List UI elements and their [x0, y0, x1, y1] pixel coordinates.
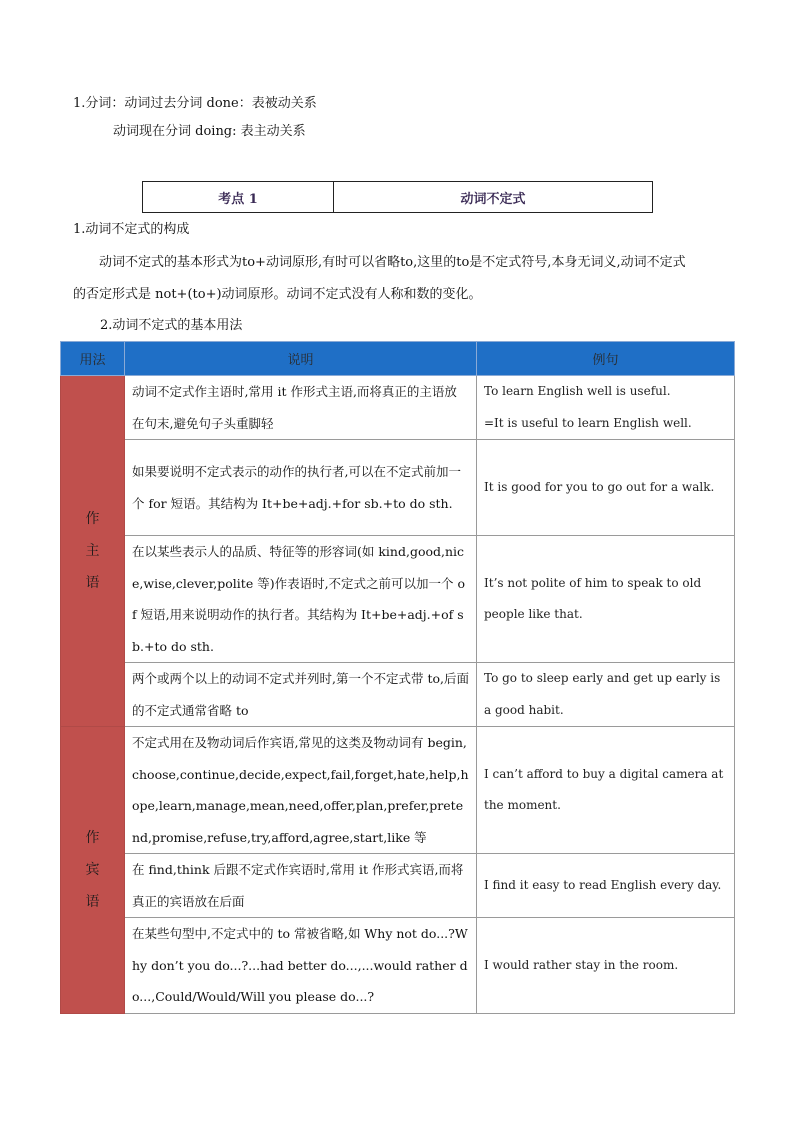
header-usage: 用法 — [61, 342, 125, 376]
table-row — [61, 440, 735, 536]
kaodian-label: 考点 1 — [143, 182, 334, 213]
category-char: 主 — [85, 543, 100, 559]
row-description: 两个或两个以上的动词不定式并列时,第一个不定式带 to,后面的不定式通常省略 to — [125, 663, 477, 727]
section1-paragraph — [73, 247, 733, 311]
row-description: 在某些句型中,不定式中的 to 常被省略,如 Why not do...?Why don’t you do...?...had better do...,...would rather do...,Could/Would/Will you please do...? — [125, 918, 477, 1014]
row-example: To go to sleep early and get up early is a good habit. — [477, 663, 735, 727]
category-object — [61, 727, 125, 1014]
row-example — [477, 376, 735, 440]
table-row — [61, 536, 735, 663]
intro-line-1: 1.分词：动词过去分词 done：表被动关系 — [73, 96, 317, 111]
category-char: 作 — [85, 511, 100, 527]
table-header-row — [61, 342, 735, 376]
table-row — [61, 663, 735, 727]
table-row — [61, 854, 735, 918]
header-explanation: 说明 — [125, 342, 477, 376]
kaodian-box — [142, 181, 653, 213]
usage-table — [60, 341, 735, 1014]
section2-heading: 2.动词不定式的基本用法 — [100, 318, 243, 333]
row-description: 动词不定式作主语时,常用 it 作形式主语,而将真正的主语放在句末,避免句子头重脚轻 — [125, 376, 477, 440]
row-example: It’s not polite of him to speak to old people like that. — [477, 536, 735, 663]
row-example: It is good for you to go out for a walk. — [477, 440, 735, 536]
category-subject — [61, 376, 125, 727]
row-description: 在 find,think 后跟不定式作宾语时,常用 it 作形式宾语,而将真正的宾语放在后面 — [125, 854, 477, 918]
kaodian-topic: 动词不定式 — [334, 182, 653, 213]
section1-para-line-1: 动词不定式的基本形式为to+动词原形,有时可以省略to,这里的to是不定式符号,本身无词义,动词不定式 — [99, 255, 686, 270]
example-line: To learn English well is useful. — [484, 384, 671, 398]
table-row — [61, 727, 735, 854]
section1-para-line-2: 的否定形式是 not+(to+)动词原形。动词不定式没有人称和数的变化。 — [73, 287, 482, 302]
header-example: 例句 — [477, 342, 735, 376]
row-example: I would rather stay in the room. — [477, 918, 735, 1014]
table-row — [61, 376, 735, 440]
example-line: =It is useful to learn English well. — [484, 415, 692, 430]
category-char: 语 — [85, 575, 100, 591]
row-description: 如果要说明不定式表示的动作的执行者,可以在不定式前加一个 for 短语。其结构为 It+be+adj.+for sb.+to do sth. — [125, 440, 477, 536]
row-description: 不定式用在及物动词后作宾语,常见的这类及物动词有 begin,choose,continue,decide,expect,fail,forget,hate,help,hope,learn,manage,mean,need,offer,plan,prefer,pretend,promise,refuse,try,afford,agree,start,like 等 — [125, 727, 477, 854]
row-description: 在以某些表示人的品质、特征等的形容词(如 kind,good,nice,wise,clever,polite 等)作表语时,不定式之前可以加一个 of 短语,用来说明动作的执行者。其结构为 It+be+adj.+of sb.+to do sth. — [125, 536, 477, 663]
category-char: 作 — [85, 830, 100, 846]
category-char: 语 — [85, 894, 100, 910]
table-row — [61, 918, 735, 1014]
section1-heading: 1.动词不定式的构成 — [73, 222, 190, 237]
row-example: I can’t afford to buy a digital camera at the moment. — [477, 727, 735, 854]
row-example: I find it easy to read English every day. — [477, 854, 735, 918]
category-char: 宾 — [85, 862, 100, 878]
intro-line-2: 动词现在分词 doing: 表主动关系 — [113, 124, 306, 139]
